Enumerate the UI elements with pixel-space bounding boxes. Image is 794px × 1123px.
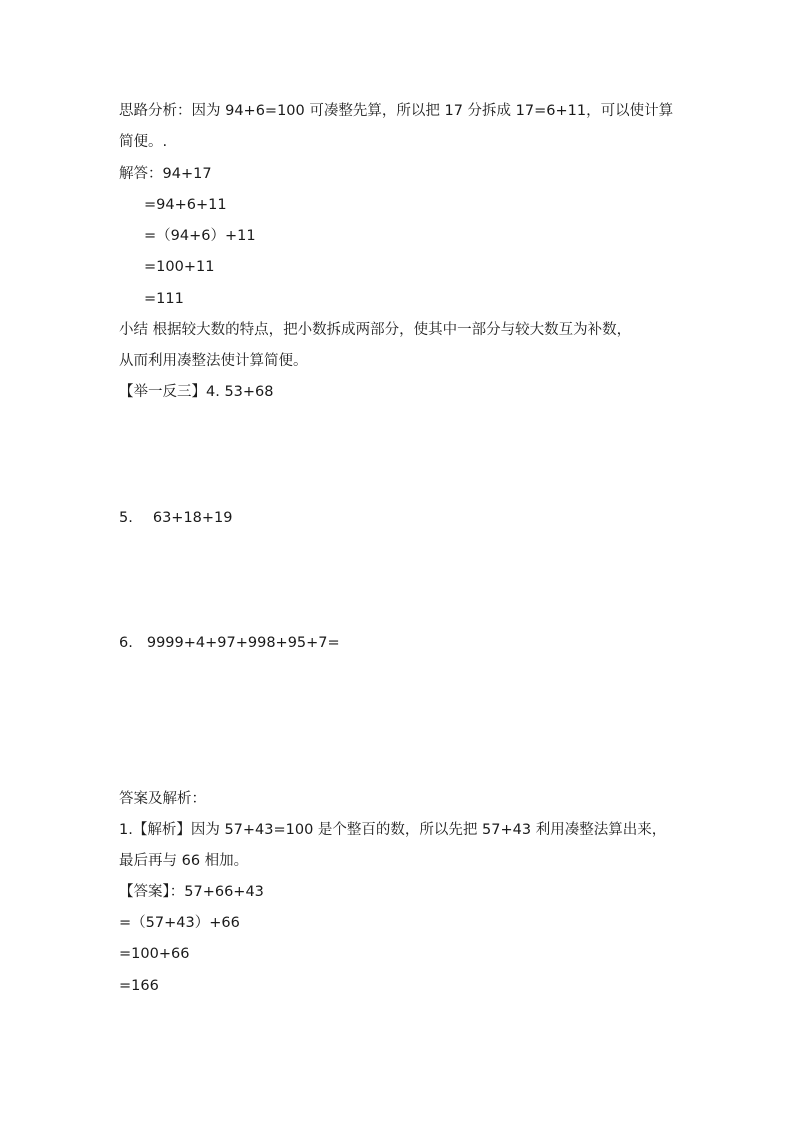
answer-expression: 57+66+43: [184, 884, 264, 900]
practice-number: 6.: [119, 635, 133, 651]
solution-expression: 94+17: [162, 166, 212, 182]
practice-expression: 63+18+19: [152, 510, 233, 526]
analysis-line-2: 简便。.: [119, 134, 168, 150]
analysis-line-1: 思路分析：因为 94+6=100 可凑整先算，所以把 17 分拆成 17=6+11，可以使计算: [119, 103, 674, 119]
summary-line-1: 小结 根据较大数的特点，把小数拆成两部分，使其中一部分与较大数互为补数，: [119, 322, 632, 338]
answer-step: =100+66: [119, 946, 190, 962]
practice-item-4: [119, 382, 274, 402]
answer-label: 【答案】：: [119, 884, 185, 900]
practice-item-5: [119, 508, 233, 528]
answer-step: =166: [119, 978, 159, 994]
solution-label: 解答：: [119, 166, 163, 182]
practice-number: 4.: [206, 384, 220, 400]
solution-step: =100+11: [144, 259, 215, 275]
solution-header: [119, 164, 212, 184]
practice-expression: 53+68: [224, 384, 274, 400]
summary-line-2: 从而利用凑整法使计算简便。: [119, 353, 308, 369]
solution-step: =111: [144, 291, 184, 307]
solution-step: =94+6+11: [144, 197, 227, 213]
practice-item-6: [119, 633, 340, 653]
solution-step: =（94+6）+11: [144, 228, 256, 244]
practice-tag: 【举一反三】: [119, 384, 206, 400]
answer-step: =（57+43）+66: [119, 915, 240, 931]
answer-explanation-line-2: 最后再与 66 相加。: [119, 853, 249, 869]
practice-number: 5.: [119, 510, 133, 526]
answer-explanation-line-1: 1.【解析】因为 57+43=100 是个整百的数，所以先把 57+43 利用凑整法算出来，: [119, 822, 667, 838]
practice-expression: 9999+4+97+998+95+7=: [146, 635, 340, 651]
answers-heading: 答案及解析：: [119, 791, 206, 807]
answer-header: [119, 882, 264, 902]
